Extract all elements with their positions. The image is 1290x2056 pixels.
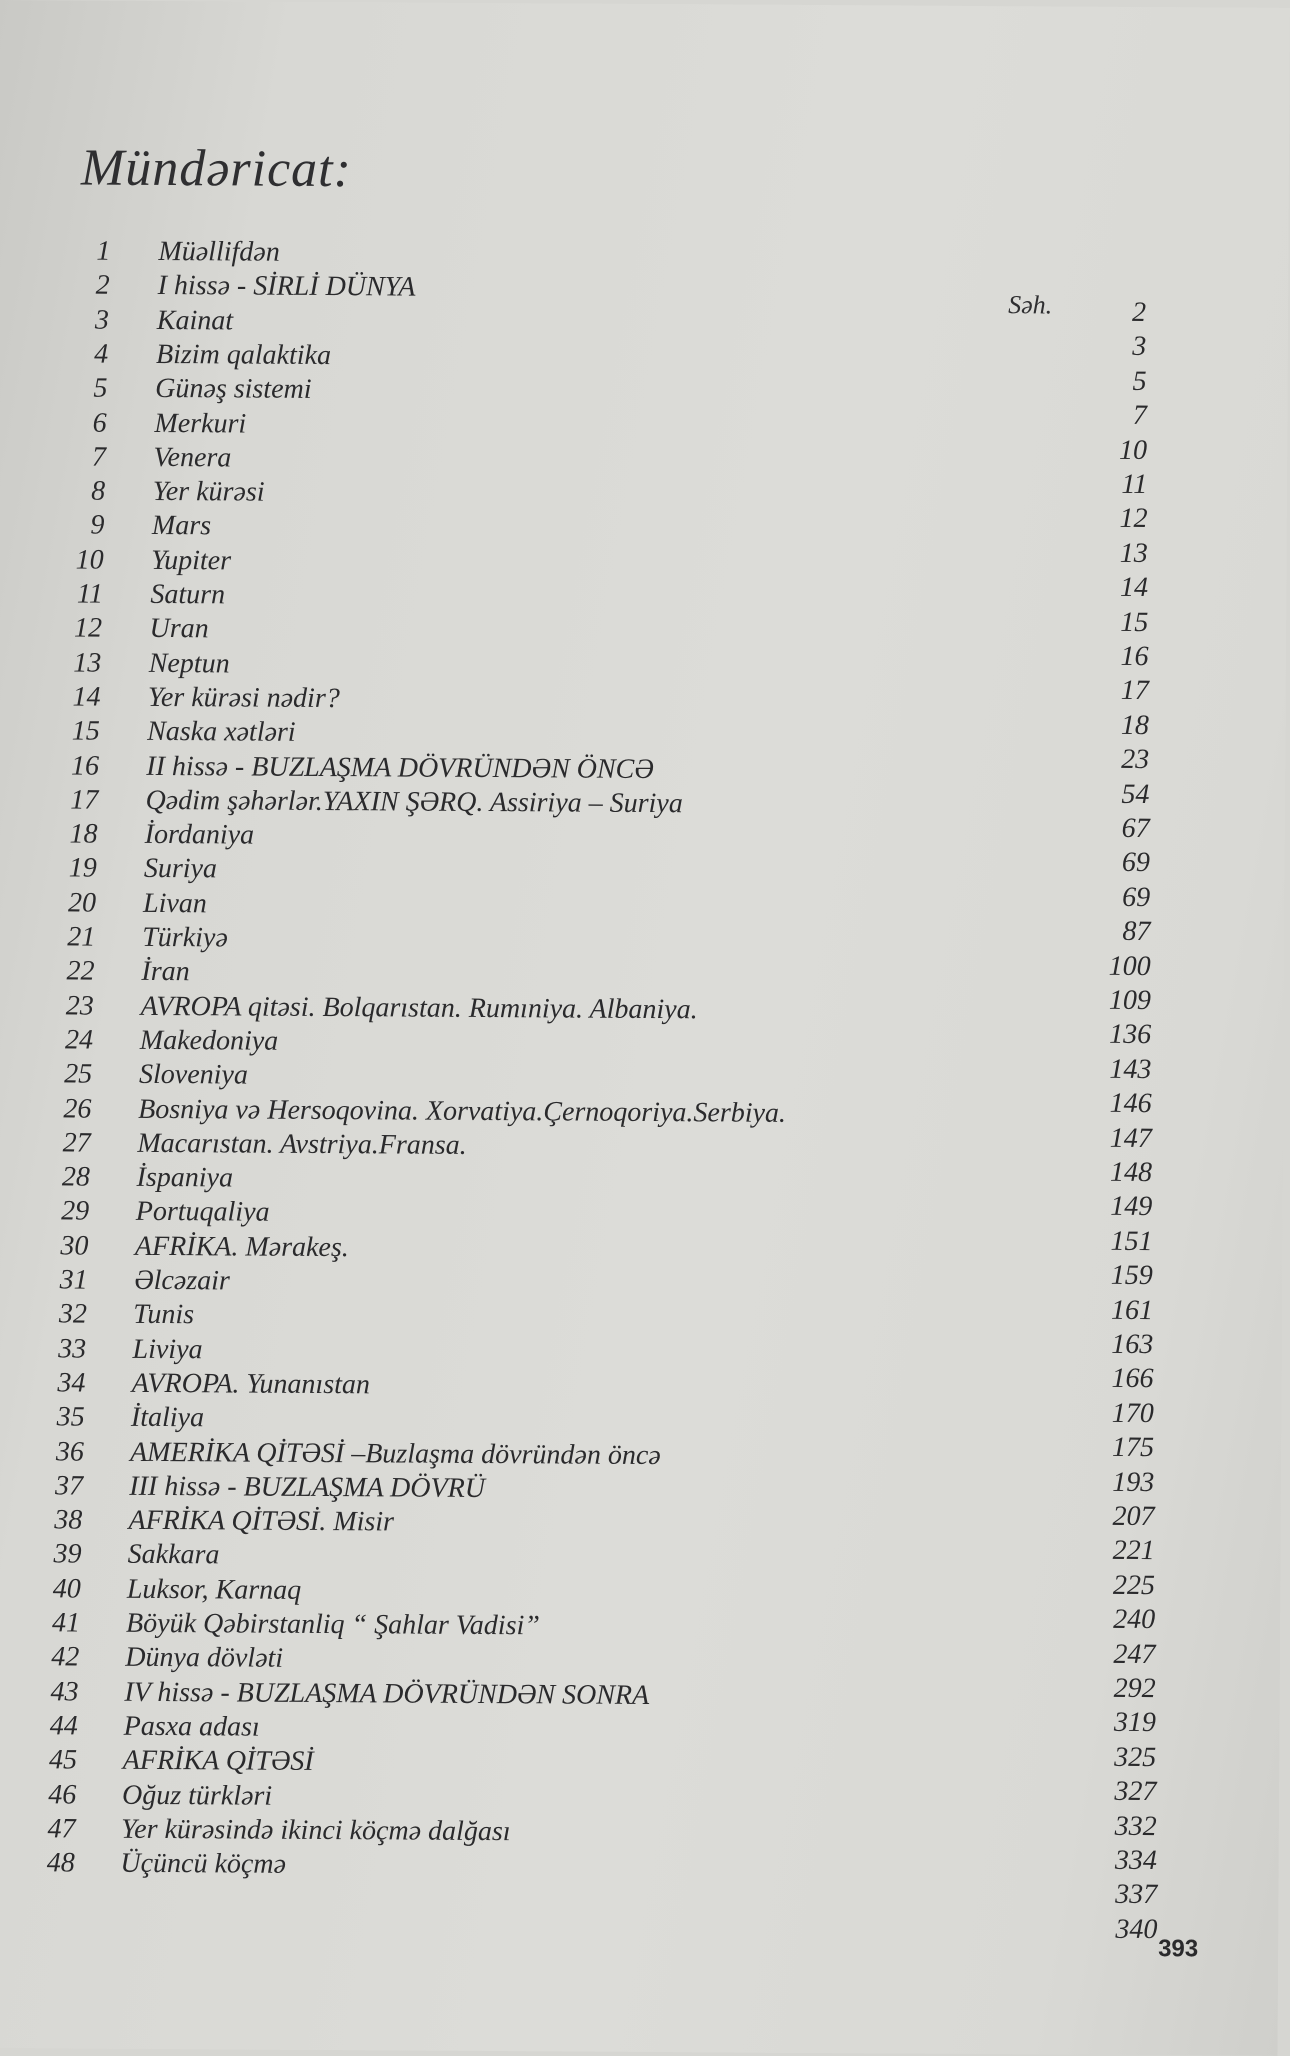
toc-entry-title: Əlcəzair <box>134 1264 230 1297</box>
toc-entry-title: İspaniya <box>136 1161 234 1194</box>
toc-entry-title: Neptun <box>148 647 230 680</box>
toc-entry-title: Kainat <box>156 304 234 337</box>
toc-entry-number: 42 <box>51 1641 80 1673</box>
toc-entry-title: II hissə - BUZLAŞMA DÖVRÜNDƏN ÖNCƏ <box>146 750 654 785</box>
toc-entry-page: 149 <box>1110 1191 1153 1223</box>
toc-entry-title: Dünya dövləti <box>125 1642 284 1675</box>
toc-entry-number: 45 <box>48 1744 78 1776</box>
toc-entry-title: Günəş sistemi <box>155 373 312 406</box>
page-number: 393 <box>1158 1935 1199 1963</box>
toc-entry-title: Uran <box>149 613 209 645</box>
toc-entry-title: Oğuz türkləri <box>121 1779 273 1812</box>
toc-entry-number: 11 <box>76 578 103 610</box>
toc-entry-page: 14 <box>1119 572 1149 604</box>
toc-entry-title: Tunis <box>133 1299 195 1331</box>
toc-entry-title: Luksor, Karnaq <box>126 1573 302 1606</box>
toc-entry-page: 170 <box>1111 1397 1154 1429</box>
toc-entry-number: 37 <box>55 1470 84 1502</box>
toc-entry-title: Saturn <box>150 578 226 611</box>
toc-entry-number: 46 <box>48 1778 77 1810</box>
toc-entry-page: 240 <box>1113 1604 1156 1636</box>
toc-entry-number: 35 <box>56 1401 85 1433</box>
toc-entry-title: Macarıstan. Avstriya.Fransa. <box>137 1127 467 1161</box>
toc-entry-title: AMERİKA QİTƏSİ –Buzlaşma dövründən öncə <box>130 1436 661 1471</box>
toc-entry-page: 207 <box>1112 1500 1155 1533</box>
toc-entry-page: 12 <box>1119 503 1148 535</box>
toc-entry-number: 8 <box>91 475 106 507</box>
toc-entry-title: Portuqaliya <box>135 1196 270 1229</box>
toc-entry-title: Yer kürəsi <box>152 476 265 508</box>
toc-entry-title: İran <box>141 956 190 988</box>
toc-entry-number: 9 <box>90 509 105 542</box>
toc-entry-title: Mars <box>151 510 212 542</box>
toc-entry-page: 3 <box>1132 331 1147 363</box>
toc-entry-page: 147 <box>1109 1122 1152 1154</box>
toc-entry-title: AVROPA. Yunanıstan <box>131 1367 371 1401</box>
toc-entry-number: 48 <box>46 1847 75 1879</box>
toc-entry-page: 143 <box>1109 1053 1152 1085</box>
toc-entry-number: 15 <box>71 715 100 747</box>
toc-entry-page: 54 <box>1121 778 1150 810</box>
toc-entry-number: 19 <box>68 852 97 884</box>
toc-entry-page: 67 <box>1121 812 1150 845</box>
toc-entry-title: Bosniya və Hersoqovina. Xorvatiya.Çernoqoriya.Serbiya. <box>138 1093 787 1129</box>
toc-entry-page: 325 <box>1114 1741 1157 1773</box>
toc-entry-page: 225 <box>1112 1569 1156 1601</box>
toc-entry-number: 13 <box>73 647 102 679</box>
toc-entry-number: 27 <box>62 1127 91 1159</box>
toc-entry-title: İordaniya <box>144 818 255 851</box>
toc-entry-page: 247 <box>1113 1638 1156 1670</box>
toc-entry-title: Makedoniya <box>139 1024 279 1057</box>
toc-entry-title: Sloveniya <box>138 1059 248 1091</box>
toc-entry-title: Merkuri <box>154 407 247 440</box>
toc-entry-title: AVROPA qitəsi. Bolqarıstan. Rumıniya. Albaniya. <box>140 990 698 1025</box>
toc-entry-title: AFRİKA. Mərakeş. <box>134 1230 349 1263</box>
toc-entry-number: 33 <box>58 1332 87 1365</box>
toc-entry-number: 17 <box>70 784 99 816</box>
toc-entry-number: 34 <box>57 1367 86 1399</box>
toc-entry-title: Yupiter <box>151 544 232 577</box>
toc-entry-number: 21 <box>67 921 96 953</box>
toc-entry-page: 292 <box>1113 1672 1156 1705</box>
toc-entry-page: 2 <box>1132 296 1147 329</box>
toc-entry-number: 12 <box>74 612 103 644</box>
toc-entry-page: 161 <box>1110 1294 1154 1326</box>
page-title: Mündəricat: <box>80 139 353 199</box>
toc-entry-title: III hissə - BUZLAŞMA DÖVRÜ <box>129 1470 486 1504</box>
toc-entry-page: 100 <box>1108 950 1151 982</box>
toc-entry-title: Suriya <box>143 853 218 885</box>
toc-entry-number: 7 <box>91 441 106 473</box>
toc-entry-page: 109 <box>1108 984 1152 1017</box>
toc-entry-title: Pasxa adası <box>123 1710 260 1743</box>
toc-entry-page: 337 <box>1115 1879 1158 1911</box>
toc-entry-number: 4 <box>94 338 109 370</box>
toc-entry-title: AFRİKA QİTƏSİ <box>122 1744 314 1778</box>
toc-entry-title: Yer kürəsi nədir? <box>147 681 340 714</box>
toc-entry-number: 6 <box>92 407 107 439</box>
toc-entry-page: 151 <box>1110 1225 1153 1257</box>
toc-entry-page: 87 <box>1122 916 1151 948</box>
toc-entry-number: 32 <box>58 1298 88 1330</box>
toc-entry-title: Livan <box>142 887 207 919</box>
toc-entry-page: 332 <box>1114 1810 1157 1842</box>
toc-entry-title: Böyük Qəbirstanliq “ Şahlar Vadisi” <box>125 1607 540 1642</box>
toc-entry-page: 13 <box>1119 537 1148 569</box>
toc-entry-page: 15 <box>1120 606 1149 638</box>
toc-entry-page: 10 <box>1118 434 1148 466</box>
toc-entry-number: 44 <box>49 1710 78 1742</box>
toc-entry-title: Türkiyə <box>142 921 228 954</box>
toc-entry-page: 175 <box>1111 1432 1155 1464</box>
toc-entry-title: Sakkara <box>127 1539 220 1571</box>
toc-entry-title: Naska xətləri <box>147 716 296 749</box>
toc-entry-number: 16 <box>70 749 100 782</box>
toc-entry-number: 5 <box>93 372 108 404</box>
toc-entry-number: 25 <box>64 1058 93 1090</box>
toc-entry-page: 11 <box>1121 468 1148 501</box>
toc-entry-number: 23 <box>65 990 94 1022</box>
toc-entry-page: 193 <box>1112 1466 1155 1498</box>
toc-entry-page: 23 <box>1121 744 1150 776</box>
toc-entry-number: 40 <box>52 1573 81 1605</box>
toc-entry-page: 166 <box>1111 1363 1154 1395</box>
toc-entry-title: Liviya <box>132 1333 203 1365</box>
toc-entry-title: Qədim şəhərlər.YAXIN ŞƏRQ. Assiriya – Suriya <box>145 784 683 819</box>
toc-entry-number: 41 <box>51 1607 81 1639</box>
toc-entry-page: 327 <box>1114 1776 1157 1808</box>
toc-entry-page: 148 <box>1110 1156 1153 1189</box>
toc-entry-number: 39 <box>53 1538 82 1570</box>
toc-entry-number: 1 <box>96 235 111 267</box>
page-column-label: Səh. <box>1008 290 1053 320</box>
toc-entry-page: 340 <box>1115 1913 1158 1945</box>
toc-entry-page: 7 <box>1132 400 1147 432</box>
toc-entry-number: 38 <box>54 1504 83 1536</box>
toc-entry-title: Yer kürəsində ikinci köçmə dalğası <box>121 1813 511 1847</box>
toc-entry-number: 10 <box>75 544 104 576</box>
toc-entry-number: 2 <box>95 269 110 301</box>
toc-entry-title: AFRİKA QİTƏSİ. Misir <box>128 1504 395 1538</box>
toc-entry-page: 334 <box>1114 1844 1158 1877</box>
toc-entry-title: Venera <box>153 441 232 474</box>
toc-entry-number: 24 <box>64 1024 94 1056</box>
toc-entry-title: Bizim qalaktika <box>155 338 332 371</box>
toc-entry-number: 18 <box>69 818 98 850</box>
toc-entry-page: 159 <box>1110 1259 1153 1292</box>
toc-entry-page: 319 <box>1113 1707 1157 1739</box>
toc-entry-number: 29 <box>61 1195 90 1227</box>
toc-entry-page: 69 <box>1122 881 1151 913</box>
toc-entry-page: 69 <box>1121 847 1151 879</box>
toc-entry-number: 14 <box>72 681 101 713</box>
toc-entry-number: 31 <box>59 1264 88 1296</box>
toc-entry-number: 30 <box>60 1230 89 1262</box>
toc-entry-number: 26 <box>63 1092 92 1125</box>
toc-entry-number: 36 <box>55 1435 84 1468</box>
toc-entry-title: Müəllifdən <box>158 235 280 268</box>
toc-entry-number: 47 <box>47 1813 76 1845</box>
toc-entry-title: IV hissə - BUZLAŞMA DÖVRÜNDƏN SONRA <box>124 1676 650 1711</box>
toc-entry-page: 221 <box>1112 1535 1155 1567</box>
toc-entry-page: 163 <box>1111 1328 1154 1361</box>
toc-entry-page: 18 <box>1120 709 1150 741</box>
toc-entry-number: 20 <box>67 887 97 919</box>
toc-entry-page: 146 <box>1109 1087 1152 1120</box>
toc-entry-number: 43 <box>50 1675 79 1708</box>
toc-entry-title: İtaliya <box>130 1402 205 1434</box>
toc-entry-page: 17 <box>1120 675 1149 707</box>
toc-entry-page: 5 <box>1132 365 1147 397</box>
toc-entry <box>0 1846 1279 1888</box>
toc-entry-title: I hissə - SİRLİ DÜNYA <box>157 270 416 303</box>
toc-entry-number: 22 <box>66 955 95 987</box>
toc-entry-page: 136 <box>1109 1019 1152 1051</box>
toc-entry-page: 16 <box>1120 640 1149 673</box>
toc-entry-title: Üçüncü köçmə <box>120 1847 287 1880</box>
toc-entry-number: 3 <box>94 304 110 336</box>
toc-entry-number: 28 <box>61 1161 91 1193</box>
